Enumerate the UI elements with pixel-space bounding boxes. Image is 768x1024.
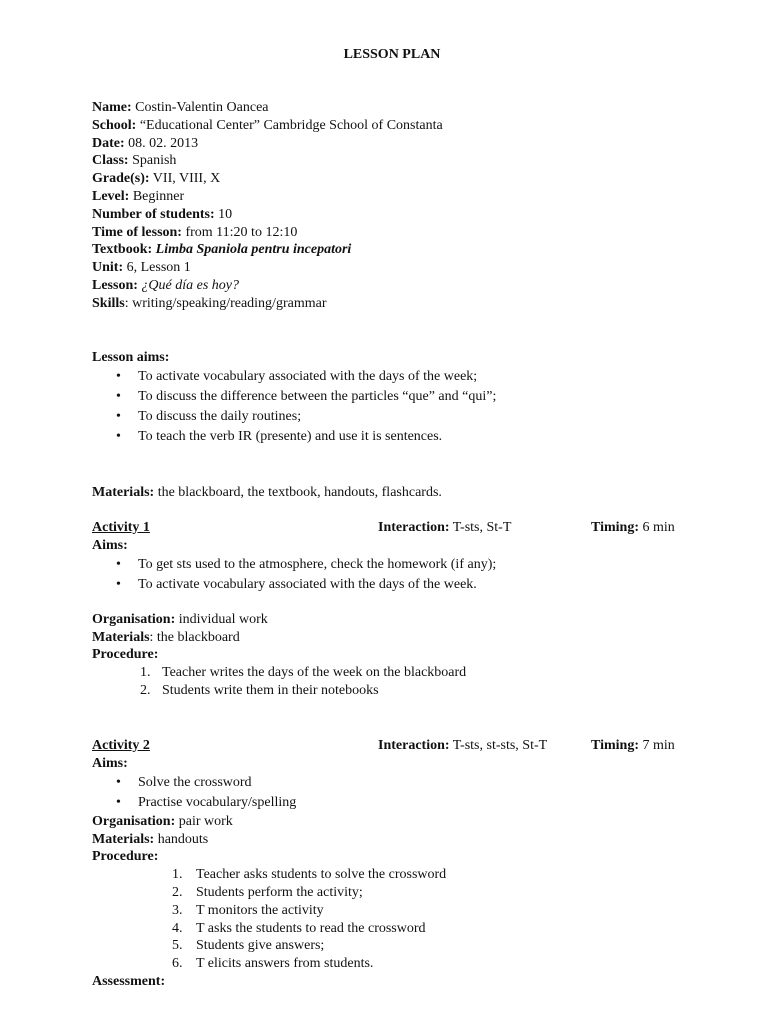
info-name: Name: Costin-Valentin Oancea <box>92 100 269 115</box>
activity-2: Activity 2 Interaction: T-sts, st-sts, St-T Timing: 7 min Aims: • Solve the crossword • Practise vocabulary/spelling Organisation: pair work Materials: handouts Procedure: 1. Teacher asks students to solve the crossword 2. Students perform the activity; 3. T monitors the activity 4. T asks the students to read the crossword 5. Students give answers; 6. T elicits answers from students. Assessment: <box>92 737 732 991</box>
info-school: School: “Educational Center” Cambridge School of Constanta <box>92 117 443 133</box>
info-class: Class: Spanish <box>92 153 177 169</box>
info-date: Date: 08. 02. 2013 <box>92 135 199 151</box>
list-item: 6. T elicits answers from students. <box>172 956 374 972</box>
list-item: • Solve the crossword <box>92 773 732 793</box>
info-level: Level: Beginner <box>92 188 185 204</box>
list-item: • To activate vocabulary associated with the days of the week. <box>92 575 732 595</box>
list-item: • To get sts used to the atmosphere, check the homework (if any); <box>92 555 732 575</box>
list-item: 1. Teacher asks students to solve the crossword <box>172 867 447 883</box>
lesson-aims <box>92 349 732 447</box>
list-item: 3. T monitors the activity <box>172 902 324 918</box>
info-textbook: Textbook: Limba Spaniola pentru incepatori <box>92 242 352 258</box>
list-item: 4. T asks the students to read the crossword <box>172 920 426 936</box>
info-grades: Grade(s): VII, VIII, X <box>92 171 221 187</box>
lesson-info <box>92 99 732 313</box>
list-item: • To activate vocabulary associated with the days of the week; <box>92 367 732 387</box>
info-unit: Unit: 6, Lesson 1 <box>92 260 191 276</box>
activity-1: Activity 1 Interaction: T-sts, St-T Timing: 6 min Aims: • To get sts used to the atmosphere, check the homework (if any); • To activate vocabulary associated with the days of the week. Organisation: individual work Materials: the blackboard Procedure: 1. Teacher writes the days of the week on the blackboard 2. Students write them in their notebooks <box>92 519 732 700</box>
info-skills: Skills: writing/speaking/reading/grammar <box>92 295 327 311</box>
list-item: • Practise vocabulary/spelling <box>92 793 732 813</box>
list-item: • To discuss the difference between the particles “que” and “qui”; <box>92 387 732 407</box>
lesson-aims-list <box>92 367 732 447</box>
list-item: • To teach the verb IR (presente) and use it is sentences. <box>92 427 732 447</box>
activity-2-aims <box>92 773 732 813</box>
page-title: LESSON PLAN <box>343 47 441 62</box>
info-students: Number of students: 10 <box>92 206 233 222</box>
activity-2-procedure <box>92 866 732 973</box>
materials: Materials: the blackboard, the textbook, handouts, flashcards. <box>92 485 442 500</box>
list-item: 2. Students write them in their notebooks <box>140 682 379 698</box>
activity-1-procedure <box>92 664 732 700</box>
info-lesson: Lesson: ¿Qué día es hoy? <box>92 277 239 293</box>
list-item: 1. Teacher writes the days of the week on the blackboard <box>140 665 467 681</box>
assessment-label: Assessment: <box>92 973 166 989</box>
list-item: 2. Students perform the activity; <box>172 884 363 900</box>
activity-2-header: Activity 2 Interaction: T-sts, st-sts, St-T Timing: 7 min <box>92 738 675 753</box>
list-item: 5. Students give answers; <box>172 938 325 954</box>
lesson-aims-heading: Lesson aims: <box>92 350 170 365</box>
activity-2-title: Activity 2 <box>92 738 150 753</box>
activity-1-aims <box>92 555 732 595</box>
info-time: Time of lesson: from 11:20 to 12:10 <box>92 224 298 240</box>
list-item: • To discuss the daily routines; <box>92 407 732 427</box>
activity-1-header: Activity 1 Interaction: T-sts, St-T Timing: 6 min <box>92 520 675 535</box>
activity-1-title: Activity 1 <box>92 520 150 535</box>
